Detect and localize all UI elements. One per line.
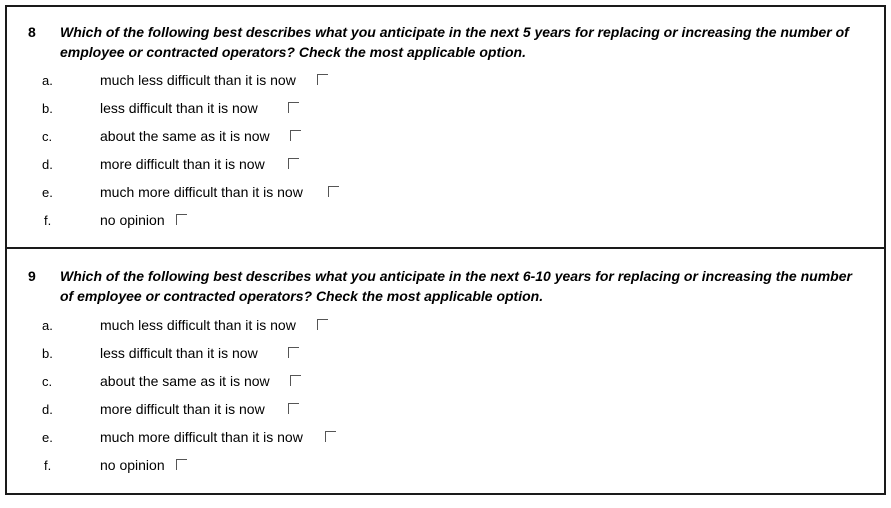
q8-option-a-label: much less difficult than it is now: [100, 72, 296, 88]
q9-option-a-checkbox[interactable]: [317, 319, 328, 330]
q9-option-f-letter: f.: [44, 458, 52, 473]
q9-option-e-label: much more difficult than it is now: [100, 429, 303, 445]
question-9-text: Which of the following best describes what you anticipate in the next 6-10 years for replacing or increasing the number of employee or contracted operators? Check the most applicable option.: [60, 268, 852, 304]
q9-option-a-letter: a.: [42, 318, 53, 333]
q8-option-c-label: about the same as it is now: [100, 128, 270, 144]
question-9-number: 9: [28, 268, 36, 284]
q8-option-e-label: much more difficult than it is now: [100, 184, 303, 200]
q8-option-f-checkbox[interactable]: [176, 214, 187, 225]
q8-option-f-label: no opinion: [100, 212, 165, 228]
q8-option-e-checkbox[interactable]: [328, 186, 339, 197]
q9-option-b-checkbox[interactable]: [288, 347, 299, 358]
q8-option-b-checkbox[interactable]: [288, 102, 299, 113]
q8-option-a-letter: a.: [42, 73, 53, 88]
q8-option-e-letter: e.: [42, 185, 53, 200]
q9-option-f-label: no opinion: [100, 457, 165, 473]
q8-option-d-label: more difficult than it is now: [100, 156, 265, 172]
q9-option-b-letter: b.: [42, 346, 53, 361]
q8-option-b-letter: b.: [42, 101, 53, 116]
question-8-text: Which of the following best describes what you anticipate in the next 5 years for replacing or increasing the number of employee or contracted operators? Check the most applicable option.: [60, 24, 849, 60]
q9-option-d-letter: d.: [42, 402, 53, 417]
q8-option-a-checkbox[interactable]: [317, 74, 328, 85]
question-8-number: 8: [28, 24, 36, 40]
q9-option-c-label: about the same as it is now: [100, 373, 270, 389]
q9-option-f-checkbox[interactable]: [176, 459, 187, 470]
section-divider: [5, 247, 886, 249]
q9-option-a-label: much less difficult than it is now: [100, 317, 296, 333]
q8-option-d-checkbox[interactable]: [288, 158, 299, 169]
q9-option-d-checkbox[interactable]: [288, 403, 299, 414]
q9-option-b-label: less difficult than it is now: [100, 345, 258, 361]
q9-option-c-letter: c.: [42, 374, 53, 389]
q8-option-d-letter: d.: [42, 157, 53, 172]
q9-option-d-label: more difficult than it is now: [100, 401, 265, 417]
q8-option-b-label: less difficult than it is now: [100, 100, 258, 116]
q8-option-f-letter: f.: [44, 213, 52, 228]
q9-option-e-checkbox[interactable]: [325, 431, 336, 442]
q8-option-c-letter: c.: [42, 129, 53, 144]
q9-option-e-letter: e.: [42, 430, 53, 445]
q9-option-c-checkbox[interactable]: [290, 375, 301, 386]
q8-option-c-checkbox[interactable]: [290, 130, 301, 141]
